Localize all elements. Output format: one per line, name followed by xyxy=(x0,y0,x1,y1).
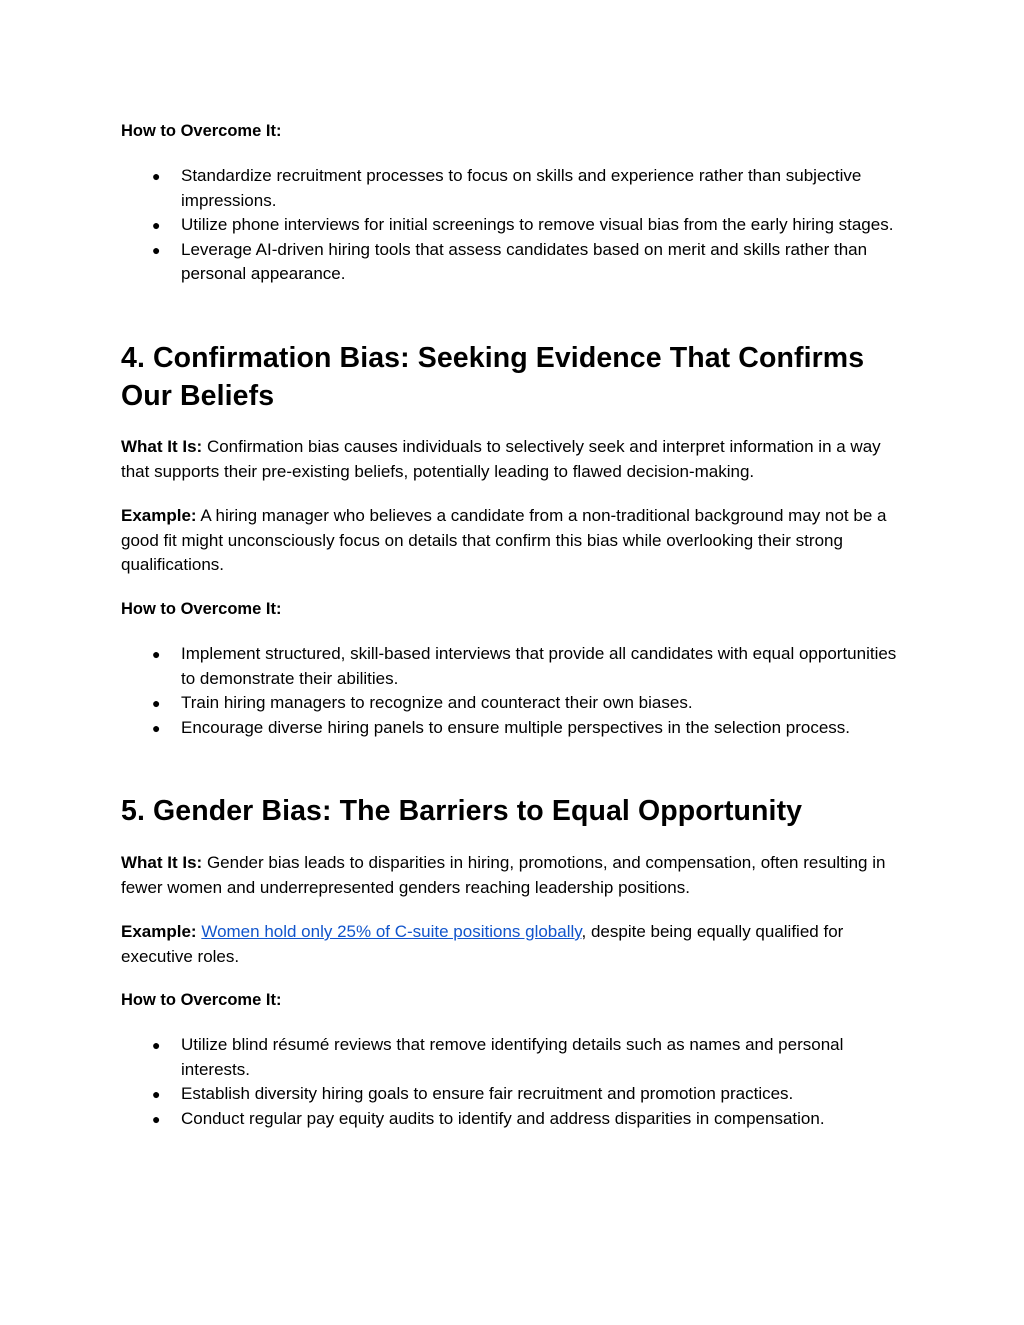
section5-what-it-is: What It Is: Gender bias leads to disparities in hiring, promotions, and compensation, often resulting in fewer women and underrepresented genders reaching leadership positions. xyxy=(121,853,886,897)
bullet-icon: ● xyxy=(152,1086,161,1102)
bullet-icon: ● xyxy=(152,646,161,662)
how-to-overcome-label: How to Overcome It: xyxy=(121,991,282,1009)
bullet-icon: ● xyxy=(152,241,161,258)
section4-what-it-is: What It Is: Confirmation bias causes individuals to selectively seek and interpret information in a way that supports their pre-existing beliefs, potentially leading to flawed decision-making. xyxy=(121,437,881,481)
list-item: ● Leverage AI-driven hiring tools that assess candidates based on merit and skills rather than personal appearance. xyxy=(152,239,868,283)
list-item: ● Encourage diverse hiring panels to ensure multiple perspectives in the selection process. xyxy=(121,716,911,741)
how-to-overcome-label: How to Overcome It: xyxy=(121,600,282,618)
section3-bullet-list xyxy=(121,164,911,287)
bullet-icon: ● xyxy=(152,217,161,233)
section4-heading: 4. Confirmation Bias: Seeking Evidence That Confirms Our Beliefs xyxy=(121,342,865,412)
what-it-is-label: What It Is: xyxy=(121,853,203,872)
bullet-icon: ● xyxy=(152,695,161,711)
list-item: ● Train hiring managers to recognize and counteract their own biases. xyxy=(121,691,911,716)
example-label: Example: xyxy=(121,506,197,525)
list-item: ● Implement structured, skill-based interviews that provide all candidates with equal opportunities to demonstrate their abilities. xyxy=(152,644,897,688)
c-suite-statistic-link[interactable]: Women hold only 25% of C-suite positions globally xyxy=(201,922,582,941)
bullet-icon: ● xyxy=(152,719,161,736)
bullet-icon: ● xyxy=(152,168,161,184)
how-to-overcome-label: How to Overcome It: xyxy=(121,122,282,140)
section5-heading: 5. Gender Bias: The Barriers to Equal Opportunity xyxy=(121,795,803,827)
what-it-is-label: What It Is: xyxy=(121,437,203,456)
bullet-icon: ● xyxy=(152,1037,161,1053)
section4-example: Example: A hiring manager who believes a candidate from a non-traditional background may not be a good fit might unconsciously focus on details that confirm this bias while overlooking their strong qualifications. xyxy=(121,506,887,574)
list-item: ● Conduct regular pay equity audits to identify and address disparities in compensation. xyxy=(121,1107,911,1132)
section5-bullet-list xyxy=(121,1033,911,1131)
list-item: ● Utilize blind résumé reviews that remove identifying details such as names and personal interests. xyxy=(152,1035,844,1079)
list-item: ● Standardize recruitment processes to focus on skills and experience rather than subjective impressions. xyxy=(152,166,862,210)
bullet-icon: ● xyxy=(152,1110,161,1127)
list-item: ● Utilize phone interviews for initial screenings to remove visual bias from the early hiring stages. xyxy=(121,213,911,238)
section4-bullet-list xyxy=(121,642,911,740)
section5-example: Example: Women hold only 25% of C-suite positions globally, despite being equally qualified for executive roles. xyxy=(121,922,844,966)
list-item: ● Establish diversity hiring goals to ensure fair recruitment and promotion practices. xyxy=(121,1082,911,1107)
example-label: Example: xyxy=(121,922,197,941)
